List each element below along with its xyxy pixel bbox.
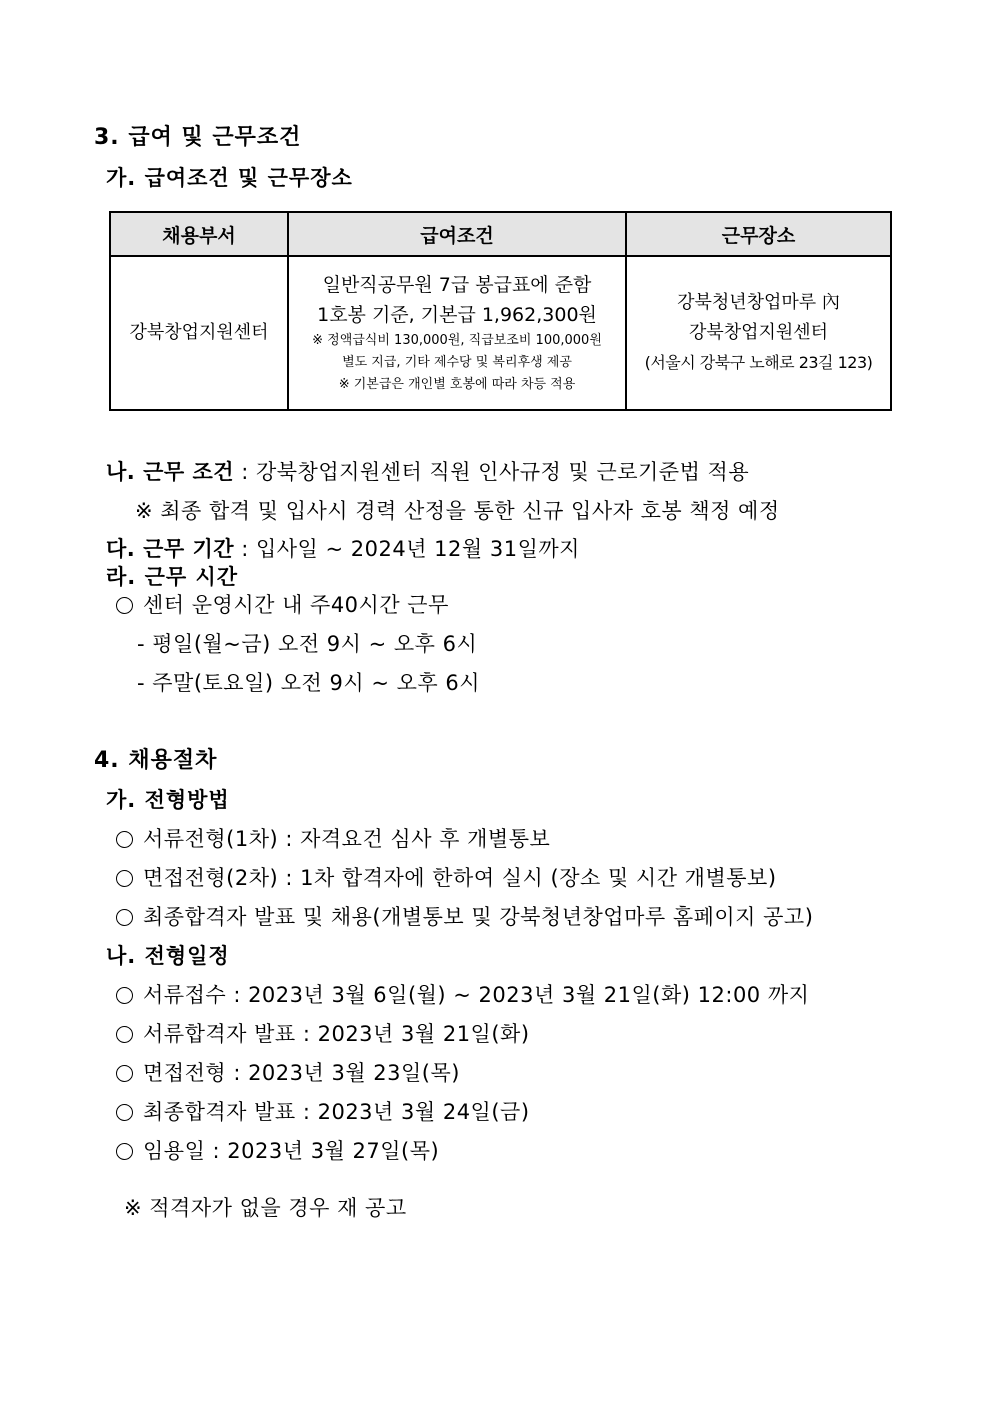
section4-sub-a: 가. 전형방법 xyxy=(106,788,230,812)
header-salary: 급여조건 xyxy=(288,212,626,256)
circle-bullet-icon xyxy=(116,1065,133,1082)
place-line-2: 강북창업지원센터 xyxy=(688,322,829,343)
circle-bullet-icon xyxy=(116,1026,133,1043)
place-line-3: (서울시 강북구 노해로 23길 123) xyxy=(644,353,873,372)
cell-place xyxy=(626,256,891,410)
header-dept: 채용부서 xyxy=(110,212,288,256)
section4-title: 4. 채용절차 xyxy=(94,748,218,773)
list-item xyxy=(116,1020,530,1048)
method-2: 면접전형(2차) : 1차 합격자에 한하여 실시 (장소 및 시간 개별통보) xyxy=(143,866,777,890)
circle-bullet-icon xyxy=(116,870,133,887)
circle-bullet-icon xyxy=(116,1143,133,1160)
table-header-row xyxy=(110,212,891,256)
list-item xyxy=(116,864,777,892)
hours-main xyxy=(116,591,449,619)
circle-bullet-icon xyxy=(116,1104,133,1121)
reannouncement-note: ※ 적격자가 없을 경우 재 공고 xyxy=(124,1196,407,1220)
hours-weekday: - 평일(월~금) 오전 9시 ~ 오후 6시 xyxy=(137,632,478,656)
circle-bullet-icon xyxy=(116,831,133,848)
schedule-3: 면접전형 : 2023년 3월 23일(목) xyxy=(143,1061,460,1085)
list-item xyxy=(116,1059,460,1087)
list-item xyxy=(116,1098,530,1126)
list-item xyxy=(116,1137,439,1165)
salary-line-1: 일반직공무원 7급 봉급표에 준함 xyxy=(322,274,592,296)
work-conditions-note: ※ 최종 합격 및 입사시 경력 산정을 통한 신규 입사자 호봉 책정 예정 xyxy=(135,499,780,523)
salary-line-2: 1호봉 기준, 기본급 1,962,300원 xyxy=(317,304,597,326)
salary-note-1: ※ 정액급식비 130,000원, 직급보조비 100,000원 xyxy=(312,333,602,348)
work-conditions-text: : 강북창업지원센터 직원 인사규정 및 근로기준법 적용 xyxy=(234,460,750,484)
schedule-5: 임용일 : 2023년 3월 27일(목) xyxy=(143,1139,440,1163)
hours-weekend: - 주말(토요일) 오전 9시 ~ 오후 6시 xyxy=(137,671,480,695)
circle-bullet-icon xyxy=(116,597,133,614)
schedule-1: 서류접수 : 2023년 3월 6일(월) ~ 2023년 3월 21일(화) 12:00 까지 xyxy=(143,983,810,1007)
cell-salary xyxy=(288,256,626,410)
work-conditions-label: 나. 근무 조건 xyxy=(106,460,235,484)
work-period xyxy=(106,535,580,563)
dept-name: 강북창업지원센터 xyxy=(129,322,269,343)
schedule-4: 최종합격자 발표 : 2023년 3월 24일(금) xyxy=(143,1100,530,1124)
section4-sub-b: 나. 전형일정 xyxy=(106,944,230,968)
work-period-label: 다. 근무 기간 xyxy=(106,537,235,561)
list-item xyxy=(116,981,809,1009)
salary-table xyxy=(109,211,892,411)
circle-bullet-icon xyxy=(116,987,133,1004)
work-conditions xyxy=(106,458,749,486)
section3-sub-a: 가. 급여조건 및 근무장소 xyxy=(106,166,353,190)
list-item xyxy=(116,903,813,931)
table-row xyxy=(110,256,891,410)
work-period-text: : 입사일 ~ 2024년 12월 31일까지 xyxy=(234,537,580,561)
salary-note-2: 별도 지급, 기타 제수당 및 복리후생 제공 xyxy=(342,355,572,370)
work-hours-title: 라. 근무 시간 xyxy=(106,565,239,589)
schedule-2: 서류합격자 발표 : 2023년 3월 21일(화) xyxy=(143,1022,530,1046)
header-place: 근무장소 xyxy=(626,212,891,256)
list-item xyxy=(116,825,550,853)
salary-note-3: ※ 기본급은 개인별 호봉에 따라 차등 적용 xyxy=(338,377,576,392)
hours-main-text: 센터 운영시간 내 주40시간 근무 xyxy=(143,593,449,617)
circle-bullet-icon xyxy=(116,909,133,926)
section3-title: 3. 급여 및 근무조건 xyxy=(94,125,302,150)
method-1: 서류전형(1차) : 자격요건 심사 후 개별통보 xyxy=(143,827,551,851)
cell-dept xyxy=(110,256,288,410)
method-3: 최종합격자 발표 및 채용(개별통보 및 강북청년창업마루 홈페이지 공고) xyxy=(143,905,814,929)
place-line-1: 강북청년창업마루 內 xyxy=(677,292,840,313)
